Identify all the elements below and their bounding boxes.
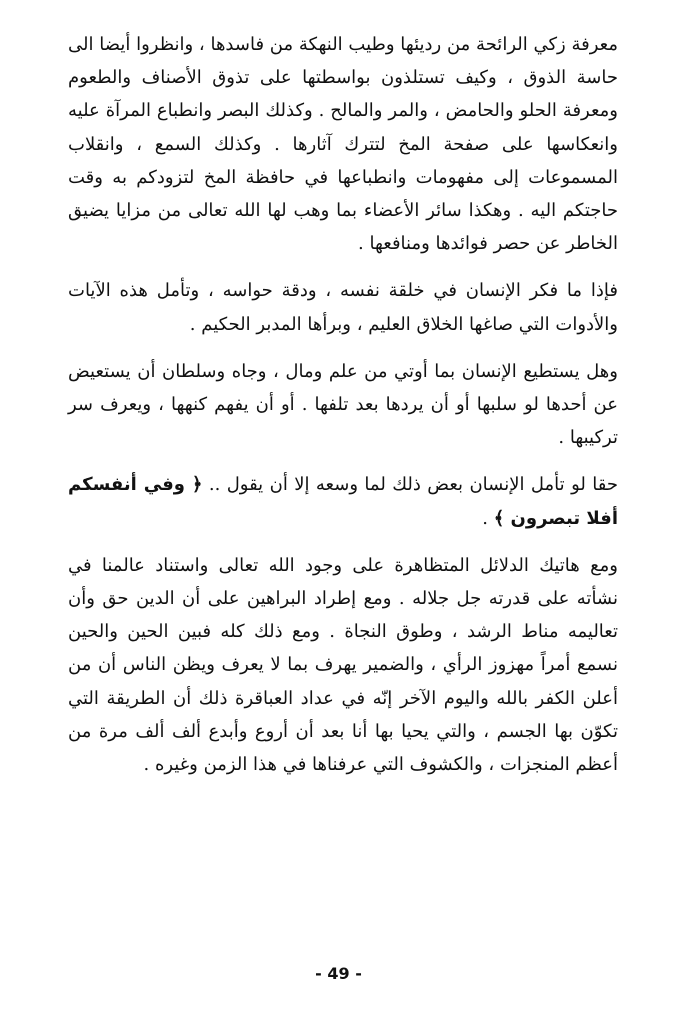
verse-end-punctuation: .: [482, 507, 494, 529]
page-body: [68, 28, 618, 781]
quran-verse: ﴿ وفي أنفسكم أفلا تبصرون ﴾: [68, 474, 618, 529]
paragraph-senses: معرفة زكي الرائحة من رديئها وطيب النهكة من فاسدها ، وانظروا أيضا الى حاسة الذوق ، وكيف تستلذون بواسطتها على تذوق الأصناف والطعوم ومعرفة الحلو والحامض ، والمر والمالح . وكذلك البصر وانطباع المرآة عليه وانعكاسها على صفحة المخ لتترك آثارها . وكذلك السمع ، وانقلاب المسموعات إلى مفهومات وانطباعها في حافظة المخ لتزودكم به وقت حاجتكم اليه . وهكذا سائر الأعضاء بما وهب لها الله تعالى من مزايا يضيق الخاطر عن حصر فوائدها ومنافعها .: [68, 34, 618, 255]
page-number: - 49 -: [315, 964, 362, 983]
paragraph-reflection: فإذا ما فكر الإنسان في خلقة نفسه ، ودقة حواسه ، وتأمل هذه الآيات والأدوات التي صاغها الخلاق العليم ، وبرأها المدبر الحكيم .: [68, 280, 618, 335]
paragraph-quran-verse: [68, 468, 618, 534]
paragraph-evidence: ومع هاتيك الدلائل المتظاهرة على وجود الله تعالى واستناد عالمنا في نشأته على قدرته جل جلاله . ومع إطراد البراهين على أن الدين حق وأن تعاليمه مناط الرشد ، وطوق النجاة . ومع ذلك كله فبين الحين والحين نسمع أمراً مهزوز الرأي ، والضمير يهرف بما لا يعرف ويظن الناس أن من أعلن الكفر بالله واليوم الآخر إنّه في عداد العباقرة ذلك أن الطريقة التي تكوّن بها الجسم ، والتي يحيا بها أنا بعد أن أروع وأبدع ألف ألف مرة من أعظم المنجزات ، والكشوف التي عرفناها في هذا الزمن وغيره .: [68, 554, 618, 776]
verse-intro-text: حقا لو تأمل الإنسان بعض ذلك لما وسعه إلا أن يقول ..: [202, 474, 618, 496]
paragraph-question: وهل يستطيع الإنسان بما أوتي من علم ومال ، وجاه وسلطان أن يستعيض عن أحدها لو سلبها أو أن يردها بعد تلفها . أو أن يفهم كنهها ، ويعرف سر تركيبها .: [68, 360, 618, 449]
